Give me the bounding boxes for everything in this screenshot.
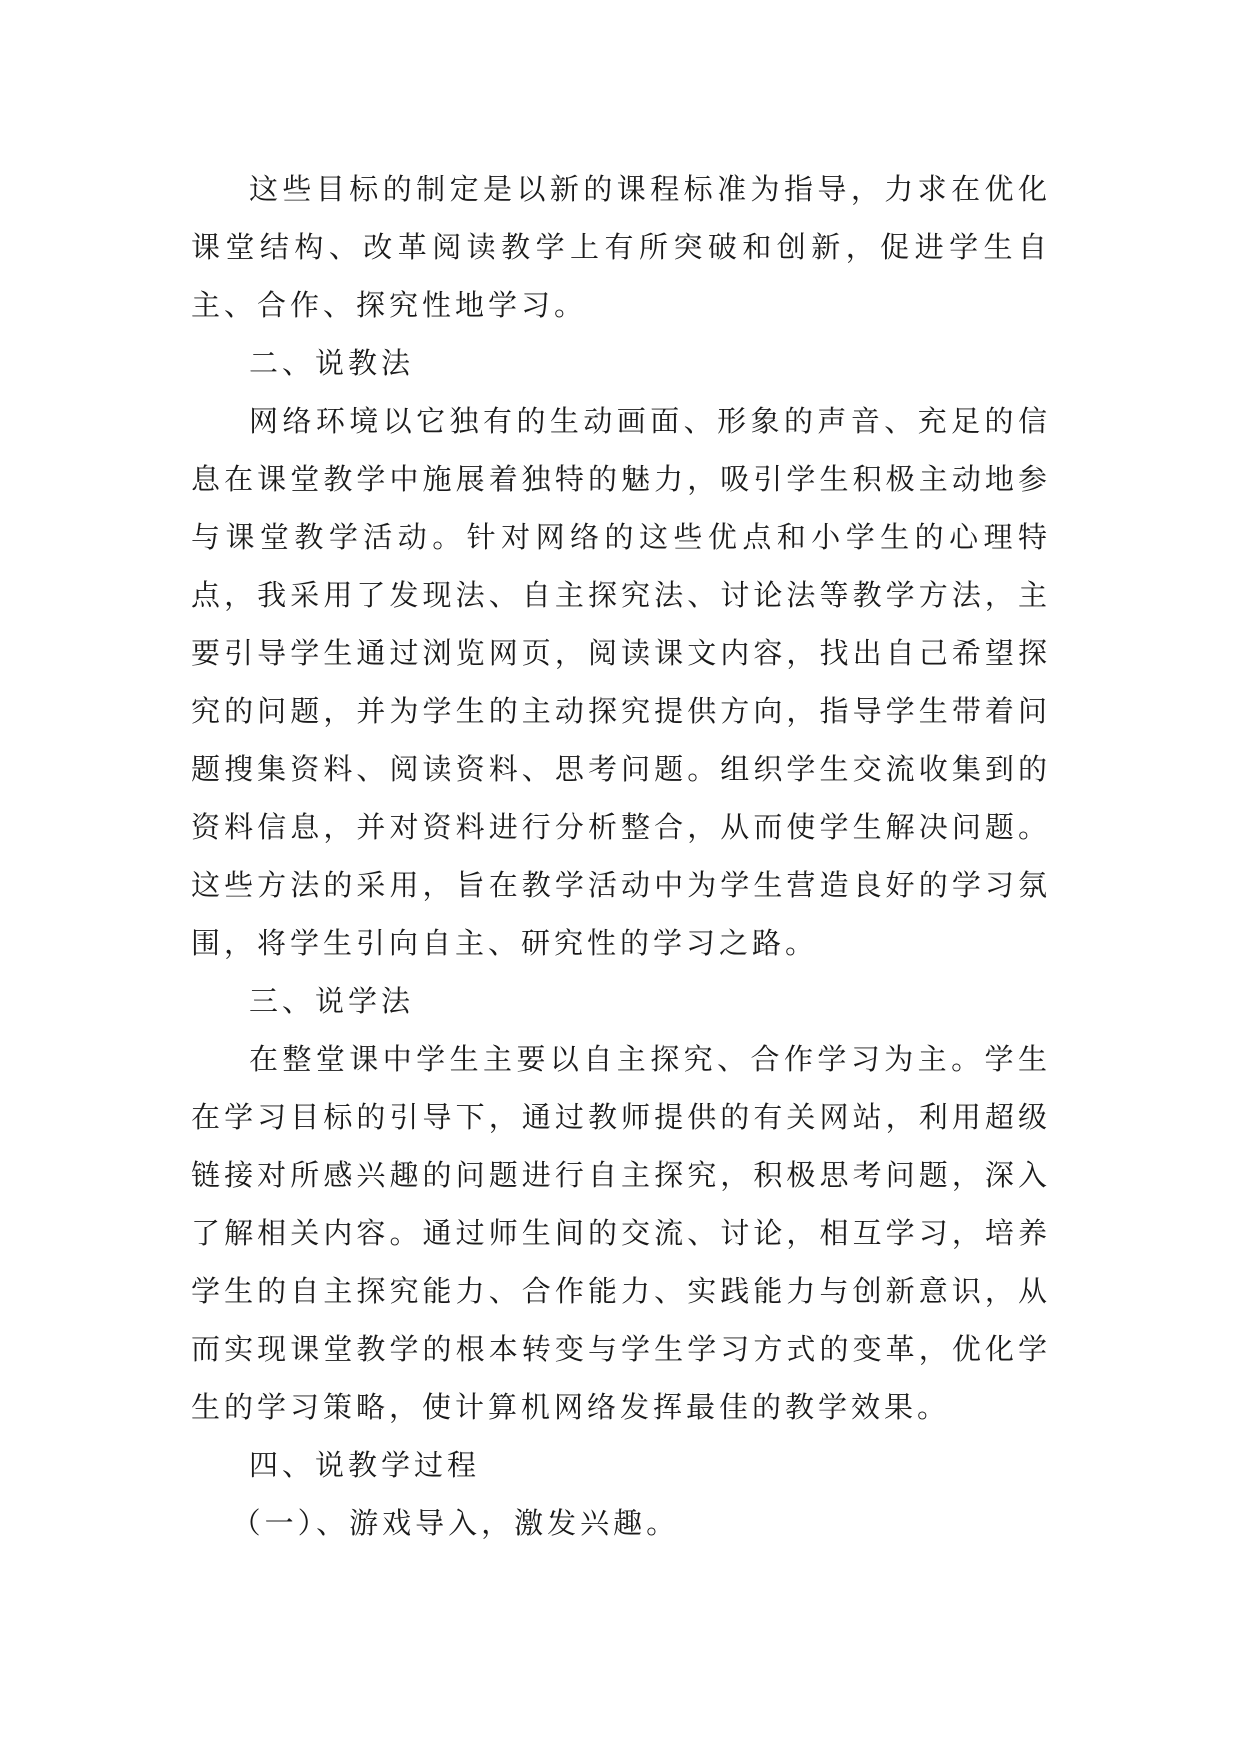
paragraph-teaching-method: 网络环境以它独有的生动画面、形象的声音、充足的信息在课堂教学中施展着独特的魅力，吸引学生积极主动地参与课堂教学活动。针对网络的这些优点和小学生的心理特点，我采用了发现法、自主探究法、讨论法等教学方法，主要引导学生通过浏览网页，阅读课文内容，找出自己希望探究的问题，并为学生的主动探究提供方向，指导学生带着问题搜集资料、阅读资料、思考问题。组织学生交流收集到的资料信息，并对资料进行分析整合，从而使学生解决问题。这些方法的采用，旨在教学活动中为学生营造良好的学习氛围，将学生引向自主、研究性的学习之路。 (191, 404, 1051, 960)
section-heading-teaching-process: 四、说教学过程 (249, 1448, 481, 1482)
paragraph-goals-summary: 这些目标的制定是以新的课程标准为指导，力求在优化课堂结构、改革阅读教学上有所突破和创新，促进学生自主、合作、探究性地学习。 (191, 172, 1051, 322)
subsection-heading-game-intro: （一）、游戏导入，激发兴趣。 (231, 1506, 680, 1540)
section-heading-teaching-method: 二、说教法 (249, 346, 415, 380)
paragraph-learning-method: 在整堂课中学生主要以自主探究、合作学习为主。学生在学习目标的引导下，通过教师提供的有关网站，利用超级链接对所感兴趣的问题进行自主探究，积极思考问题，深入了解相关内容。通过师生间的交流、讨论，相互学习，培养学生的自主探究能力、合作能力、实践能力与创新意识，从而实现课堂教学的根本转变与学生学习方式的变革，优化学生的学习策略，使计算机网络发挥最佳的教学效果。 (191, 1042, 1051, 1424)
document-page (191, 160, 1051, 1552)
section-heading-learning-method: 三、说学法 (249, 984, 415, 1018)
